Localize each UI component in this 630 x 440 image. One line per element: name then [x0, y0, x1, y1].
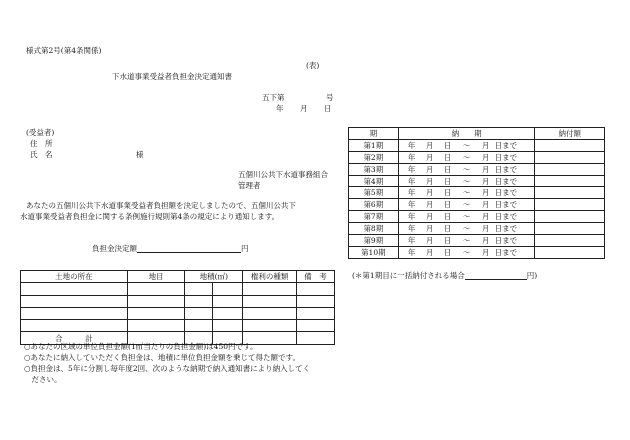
address-label: 住 所: [30, 139, 53, 148]
schedule-row: [349, 235, 605, 247]
amount-unit: 円: [241, 244, 249, 253]
schedule-amount: [535, 235, 605, 247]
amount-blank: [137, 243, 241, 253]
schedule-due-range: 年 月 日 ～ 月 日まで: [398, 151, 535, 163]
schedule-amount: [535, 139, 605, 151]
schedule-period-name: 第4期: [349, 175, 399, 187]
schedule-period-name: 第2期: [349, 151, 399, 163]
schedule-row: [349, 163, 605, 175]
schedule-row: [349, 139, 605, 151]
schedule-header-period: 期: [349, 128, 399, 140]
schedule-row: [349, 246, 605, 258]
schedule-row: [349, 211, 605, 223]
schedule-row: [349, 223, 605, 235]
land-table-row: [21, 295, 335, 307]
land-header-remarks: 備 考: [297, 271, 335, 283]
lump-sum-prefix: (＊第1期目に一括納付される場合: [352, 271, 465, 280]
schedule-row: [349, 151, 605, 163]
note-installments: ○負担金は、5年に分割し毎年度2回、次のような納期で納入通知書により納入してく: [24, 364, 311, 373]
honorific: 様: [136, 150, 144, 159]
land-table-row: [21, 307, 335, 319]
schedule-row: [349, 187, 605, 199]
schedule-period-name: 第10期: [349, 246, 399, 258]
schedule-due-range: 年 月 日 ～ 月 日まで: [398, 175, 535, 187]
schedule-amount: [535, 187, 605, 199]
document-number-prefix: 五下第: [262, 93, 285, 102]
date-month: 月: [300, 104, 308, 113]
land-total-label: 合 計: [21, 332, 128, 344]
amount-label: 負担金決定額: [92, 244, 137, 253]
schedule-due-range: 年 月 日 ～ 月 日まで: [398, 187, 535, 199]
schedule-row: [349, 199, 605, 211]
land-header-area: 地積(㎡): [185, 271, 243, 283]
recipient-heading: (受益者): [26, 128, 55, 137]
schedule-due-range: 年 月 日 ～ 月 日まで: [398, 223, 535, 235]
land-header-right-type: 権利の種類: [243, 271, 297, 283]
schedule-header-amount: 納付額: [535, 128, 605, 140]
schedule-period-name: 第8期: [349, 223, 399, 235]
name-label: 氏 名: [30, 150, 53, 159]
date-year: 年: [276, 104, 284, 113]
schedule-period-name: 第1期: [349, 139, 399, 151]
lump-sum-suffix: 円): [526, 271, 538, 280]
payment-schedule-table: [348, 127, 605, 259]
note-calculation: ○あなたに納入していただく負担金は、地積に単位負担金額を乗じて得た額です。: [24, 353, 300, 362]
form-number: 様式第2号(第4条関係): [26, 46, 102, 55]
schedule-period-name: 第9期: [349, 235, 399, 247]
date-day: 日: [324, 104, 332, 113]
amount-line: [92, 243, 249, 253]
lump-sum-line: [352, 270, 537, 280]
land-header-category: 地目: [127, 271, 185, 283]
land-table-header-row: [21, 271, 335, 283]
side-label: (表): [306, 61, 320, 70]
schedule-due-range: 年 月 日 ～ 月 日まで: [398, 211, 535, 223]
sender-title: 管理者: [238, 181, 261, 190]
body-text-line-2: 水道事業受益者負担金に関する条例施行規則第4条の規定により通知します。: [20, 212, 280, 221]
schedule-period-name: 第3期: [349, 163, 399, 175]
schedule-header-row: [349, 128, 605, 140]
land-table-row: [21, 283, 335, 295]
schedule-amount: [535, 163, 605, 175]
schedule-period-name: 第5期: [349, 187, 399, 199]
land-table-row: [21, 320, 335, 332]
body-text-line-1: あなたの五個川公共下水道事業受益者負担額を決定しましたので、五個川公共下: [26, 201, 296, 210]
note-unit-amount: ○あなたの区域の単位負担金額(1㎡当たりの負担金額)は450円です。: [24, 342, 258, 351]
schedule-due-range: 年 月 日 ～ 月 日まで: [398, 235, 535, 247]
sender-organization: 五個川公共下水道事務組合: [238, 170, 328, 179]
schedule-due-range: 年 月 日 ～ 月 日まで: [398, 163, 535, 175]
schedule-period-name: 第6期: [349, 199, 399, 211]
schedule-period-name: 第7期: [349, 211, 399, 223]
schedule-amount: [535, 211, 605, 223]
schedule-amount: [535, 151, 605, 163]
schedule-due-range: 年 月 日 ～ 月 日まで: [398, 139, 535, 151]
schedule-amount: [535, 199, 605, 211]
document-title: 下水道事業受益者負担金決定通知書: [112, 72, 232, 81]
land-table: [20, 270, 335, 345]
schedule-header-due: 納 期: [398, 128, 535, 140]
schedule-amount: [535, 246, 605, 258]
schedule-due-range: 年 月 日 ～ 月 日まで: [398, 199, 535, 211]
schedule-due-range: 年 月 日 ～ 月 日まで: [398, 246, 535, 258]
lump-sum-blank: [465, 270, 527, 280]
schedule-amount: [535, 223, 605, 235]
note-installments-cont: ださい。: [24, 375, 62, 384]
document-number-suffix: 号: [326, 93, 334, 102]
schedule-row: [349, 175, 605, 187]
schedule-amount: [535, 175, 605, 187]
land-header-location: 土地の所在: [21, 271, 128, 283]
